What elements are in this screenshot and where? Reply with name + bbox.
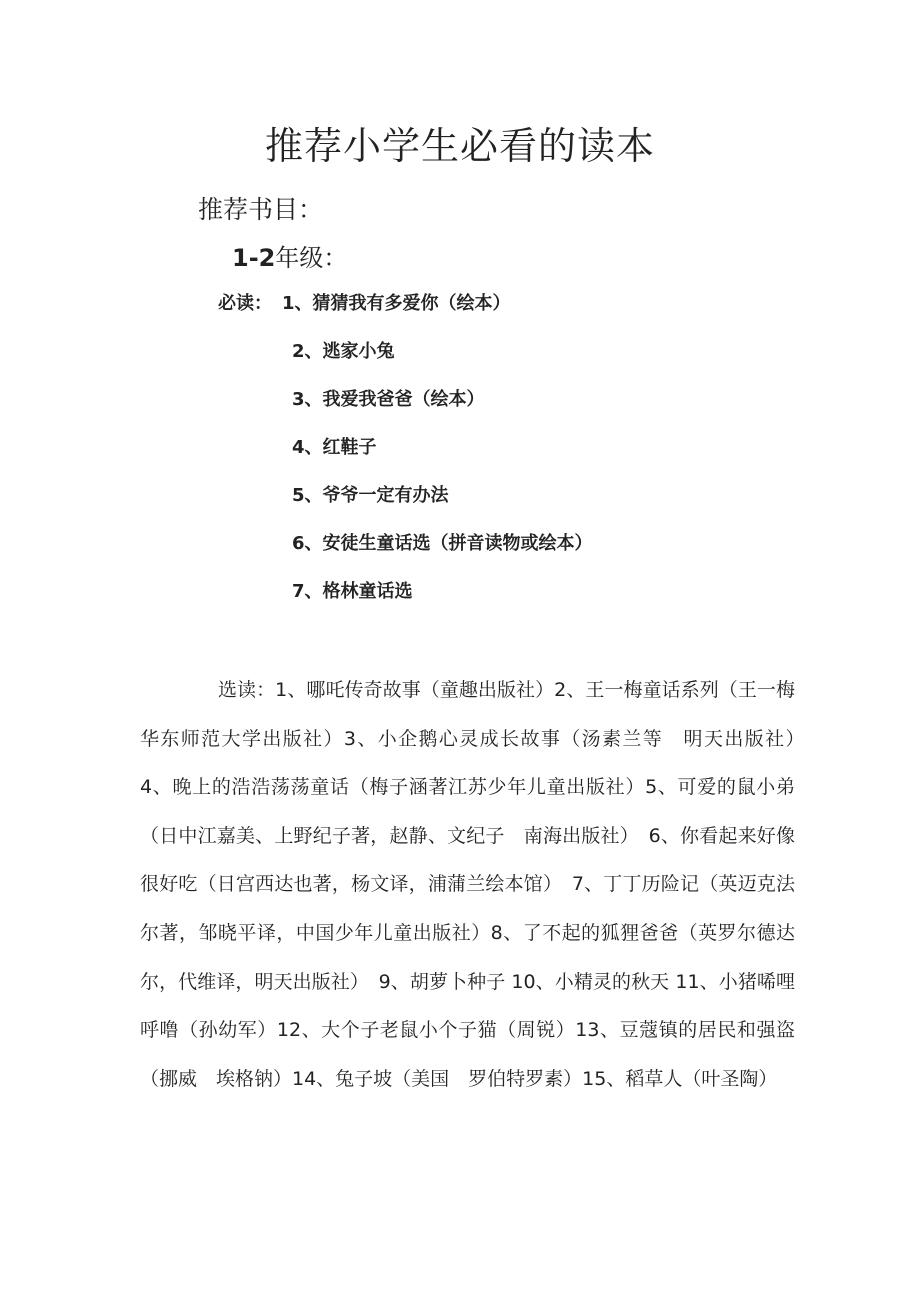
list-item: 5、爷爷一定有办法 [292, 485, 449, 506]
list-item: 7、格林童话选 [292, 581, 413, 602]
list-item: 4、红鞋子 [292, 437, 377, 458]
grade-number: 1-2 [232, 244, 276, 272]
grade-suffix: 年级： [275, 244, 348, 272]
section-heading: 推荐书目： [198, 195, 324, 224]
list-item: 1、猜猜我有多爱你（绘本） [282, 293, 511, 314]
page-title: 推荐小学生必看的读本 [264, 124, 655, 168]
required-label: 必读： [218, 293, 272, 314]
list-item: 6、安徒生童话选（拼音读物或绘本） [292, 533, 593, 554]
optional-reading-paragraph: 选读：1、哪吒传奇故事（童趣出版社）2、王一梅童话系列（王一梅 华东师范大学出版社）3、小企鹅心灵成长故事（汤素兰等 明天出版社） 4、晚上的浩浩荡荡童话（梅子涵著江苏少年儿童出版社）5、可爱的鼠小弟（日中江嘉美、上野纪子著，赵静、文纪子 南海出版社） 6、你看起来好像很好吃（日宫西达也著，杨文译，浦蒲兰绘本馆） 7、丁丁历险记（英迈克法尔著，邹晓平译，中国少年儿童出版社）8、了不起的狐狸爸爸（英罗尔德达尔，代维译，明天出版社） 9、胡萝卜种子 10、小精灵的秋天 11、小猪唏哩呼噜（孙幼军）12、大个子老鼠小个子猫（周锐）13、豆蔻镇的居民和强盗（挪威 埃格钠）14、兔子坡（美国 罗伯特罗素）15、稻草人（叶圣陶） [140, 679, 815, 1090]
grade-heading [232, 238, 347, 278]
list-item: 2、逃家小兔 [292, 341, 395, 362]
list-item: 3、我爱我爸爸（绘本） [292, 389, 485, 410]
